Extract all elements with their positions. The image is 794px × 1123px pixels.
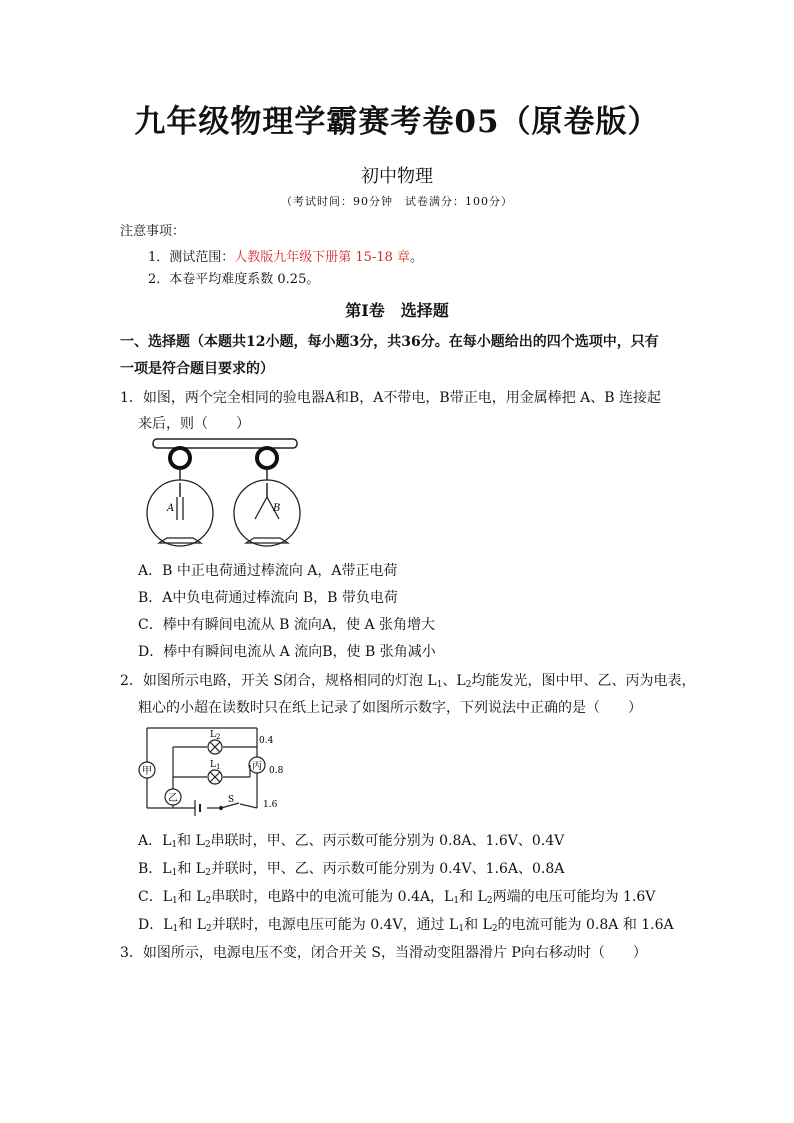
q2-option-d: D．$L_1$和 $L_2$并联时，电源电压可能为 0.4V，通过 $L_1$和 $L_2$的电流可能为 0.8A 和 1.6A [138,917,674,934]
section-instruction-line-2: 一项是符合题目要求的） [120,361,274,377]
metal-rod [153,439,297,448]
electroscope-a-label: A [167,503,175,514]
electroscope-a-knob [170,448,190,468]
meter-jia-label: 甲 [142,766,152,777]
q2-stem-line-1: 2．如图所示电路，开关 S闭合，规格相同的灯泡 $L_1$、$L_2$均能发光，图中甲、乙、丙为电表， [120,673,696,690]
q2-stem-line-2: 粗心的小超在读数时只在纸上记录了如图所示数字，下列说法中正确的是（ ） [138,700,642,716]
switch-label: S [228,795,235,805]
q1-stem-line-2: 来后，则（ ） [138,416,250,432]
q1-option-a: A．B 中正电荷通过棒流向 A，A带正电荷 [138,563,398,579]
notes-item-1 [148,246,423,265]
notes-item-1-prefix: 1．测试范围： [148,250,235,265]
exam-info: （考试时间：90分钟 试卷满分：100分） [281,195,513,208]
q1-option-d: D．棒中有瞬间电流从 A 流向B，使 B 张角减小 [138,644,436,660]
notes-item-1-scope: 人教版九年级下册第 15-18 章 [234,250,411,265]
electroscope-b-label: B [273,503,281,514]
notes-item-2: 2．本卷平均难度系数 0.25。 [148,272,320,287]
q2-circuit-figure [135,720,295,820]
reading-mid: 0.8 [269,766,284,776]
reading-bottom: 1.6 [263,800,278,810]
q1-stem-line-1: 1．如图，两个完全相同的验电器A和B，A不带电，B带正电，用金属棒把 A、B 连接起 [120,390,662,406]
q2-option-a: A．$L_1$和 $L_2$串联时，甲、乙、丙示数可能分别为 0.8A、1.6V、0.4V [138,833,565,850]
meter-bing-label: 丙 [252,761,262,772]
meter-yi-label: 乙 [168,793,178,804]
lamp-l2-label: $L_2$ [210,730,221,741]
electroscope-b-knob [257,448,277,468]
notes-item-1-suffix: 。 [410,250,424,265]
q2-option-b: B．$L_1$和 $L_2$并联时，甲、乙、丙示数可能分别为 0.4V、1.6A、0.8A [138,861,565,878]
q1-option-c: C．棒中有瞬间电流从 B 流向A，使 A 张角增大 [138,617,436,633]
q3-stem: 3．如图所示，电源电压不变，闭合开关 S，当滑动变阻器滑片 P向右移动时（ ） [120,945,647,961]
q1-option-b: B．A中负电荷通过棒流向 B，B 带负电荷 [138,590,398,606]
notes-heading: 注意事项： [120,224,186,239]
q2-option-c: C．$L_1$和 $L_2$串联时，电路中的电流可能为 0.4A，$L_1$和 $L_2$两端的电压可能均为 1.6V [138,889,656,906]
section-title: 第Ⅰ卷 选择题 [345,301,449,320]
lamp-l1-label: $L_1$ [210,760,221,771]
q1-electroscope-figure [145,435,305,550]
page-title: 九年级物理学霸赛考卷05（原卷版） [134,104,660,140]
reading-top: 0.4 [259,736,274,746]
section-instruction-line-1: 一、选择题（本题共12小题，每小题3分，共36分。在每小题给出的四个选项中，只有 [120,334,659,350]
page-subtitle: 初中物理 [361,166,433,187]
